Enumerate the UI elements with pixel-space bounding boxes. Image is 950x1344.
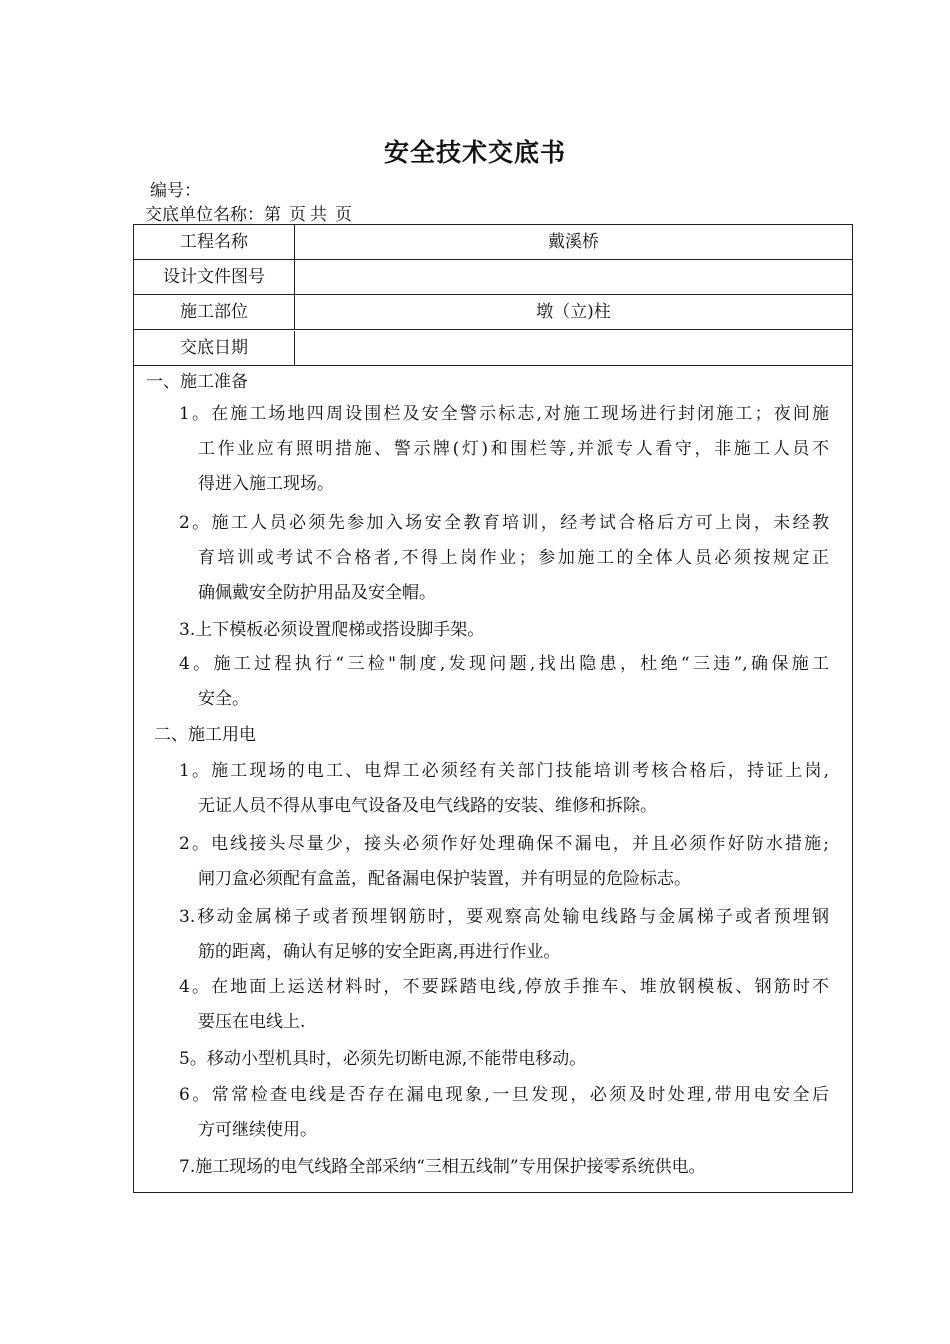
unit-line: [145, 200, 360, 225]
item-line: 无证人员不得从事电气设备及电气线路的安装、维修和拆除。: [198, 796, 657, 816]
item-line: 3.移动金属梯子或者预埋钢筋时，要观察高处输电线路与金属梯子或者预埋钢: [179, 907, 829, 927]
section-heading: 二、施工用电: [154, 725, 256, 745]
item-line: 确佩戴安全防护用品及安全帽。: [198, 583, 436, 603]
list-item: [179, 1042, 829, 1077]
info-label: 交底日期: [134, 331, 295, 365]
list-item: [179, 827, 829, 897]
list-item: [179, 647, 829, 717]
info-value: [295, 331, 852, 365]
info-label: 工程名称: [134, 225, 295, 259]
number-label: 编号：: [150, 181, 201, 201]
item-line: 1。施工现场的电工、电焊工必须经有关部门技能培训考核合格后，持证上岗,: [179, 761, 829, 781]
section-heading: 一、施工准备: [146, 372, 248, 392]
item-line: 方可继续使用。: [198, 1120, 317, 1140]
item-line: 6。常常检查电线是否存在漏电现象,一旦发现，必须及时处理,带用电安全后: [179, 1085, 829, 1105]
page-first: 第: [264, 205, 281, 225]
disclosure-sheet: [133, 224, 853, 1193]
item-line: 育培训或考试不合格者,不得上岗作业；参加施工的全体人员必须按规定正: [198, 548, 829, 568]
list-item: [179, 506, 829, 611]
item-line: 3.上下模板必须设置爬梯或搭设脚手架。: [179, 620, 485, 640]
item-line: 4。在地面上运送材料时，不要踩踏电线,停放手推车、堆放钢模板、钢筋时不: [179, 977, 829, 997]
item-line: 4。施工过程执行“三检"制度,发现问题,找出隐患，杜绝“三违”,确保施工: [179, 654, 829, 674]
item-line: 7.施工现场的电气线路全部采纳“三相五线制”专用保护接零系统供电。: [179, 1157, 706, 1177]
list-item: [179, 900, 829, 970]
info-value: 墩（立)柱: [536, 302, 611, 322]
info-label: 施工部位: [134, 295, 295, 329]
list-item: [179, 1150, 829, 1185]
item-line: 安全。: [198, 689, 249, 709]
item-line: 要压在电线上.: [198, 1012, 306, 1032]
unit-label: 交底单位名称：: [145, 205, 264, 225]
info-label: 设计文件图号: [134, 260, 295, 294]
page-unit-2: 页: [335, 205, 352, 225]
list-item: [179, 397, 829, 502]
info-row-project: [134, 225, 852, 260]
document-title: 安全技术交底书: [383, 138, 566, 167]
item-line: 5。移动小型机具时，必须先切断电源,不能带电移动。: [179, 1049, 587, 1069]
info-row-location: [134, 295, 852, 330]
info-row-date: [134, 331, 852, 366]
item-line: 2。施工人员必须先参加入场安全教育培训，经考试合格后方可上岗，未经教: [179, 513, 829, 533]
info-value: 戴溪桥: [548, 232, 599, 252]
page-total: 共: [310, 205, 327, 225]
item-line: 得进入施工现场。: [198, 474, 334, 494]
list-item: [179, 754, 829, 824]
item-line: 筋的距离，确认有足够的安全距离,再进行作业。: [198, 942, 561, 962]
item-line: 1。在施工场地四周设围栏及安全警示标志,对施工现场进行封闭施工；夜间施: [179, 404, 829, 424]
info-value: [295, 260, 852, 294]
list-item: [179, 970, 829, 1040]
list-item: [179, 613, 829, 648]
item-line: 工作业应有照明措施、警示牌(灯)和围栏等,并派专人看守，非施工人员不: [198, 439, 829, 459]
item-line: 闸刀盒必须配有盒盖，配备漏电保护装置，并有明显的危险标志。: [198, 869, 691, 889]
info-row-drawing: [134, 260, 852, 295]
item-line: 2。电线接头尽量少，接头必须作好处理确保不漏电，并且必须作好防水措施;: [179, 834, 829, 854]
page-unit: 页: [289, 205, 306, 225]
list-item: [179, 1078, 829, 1148]
